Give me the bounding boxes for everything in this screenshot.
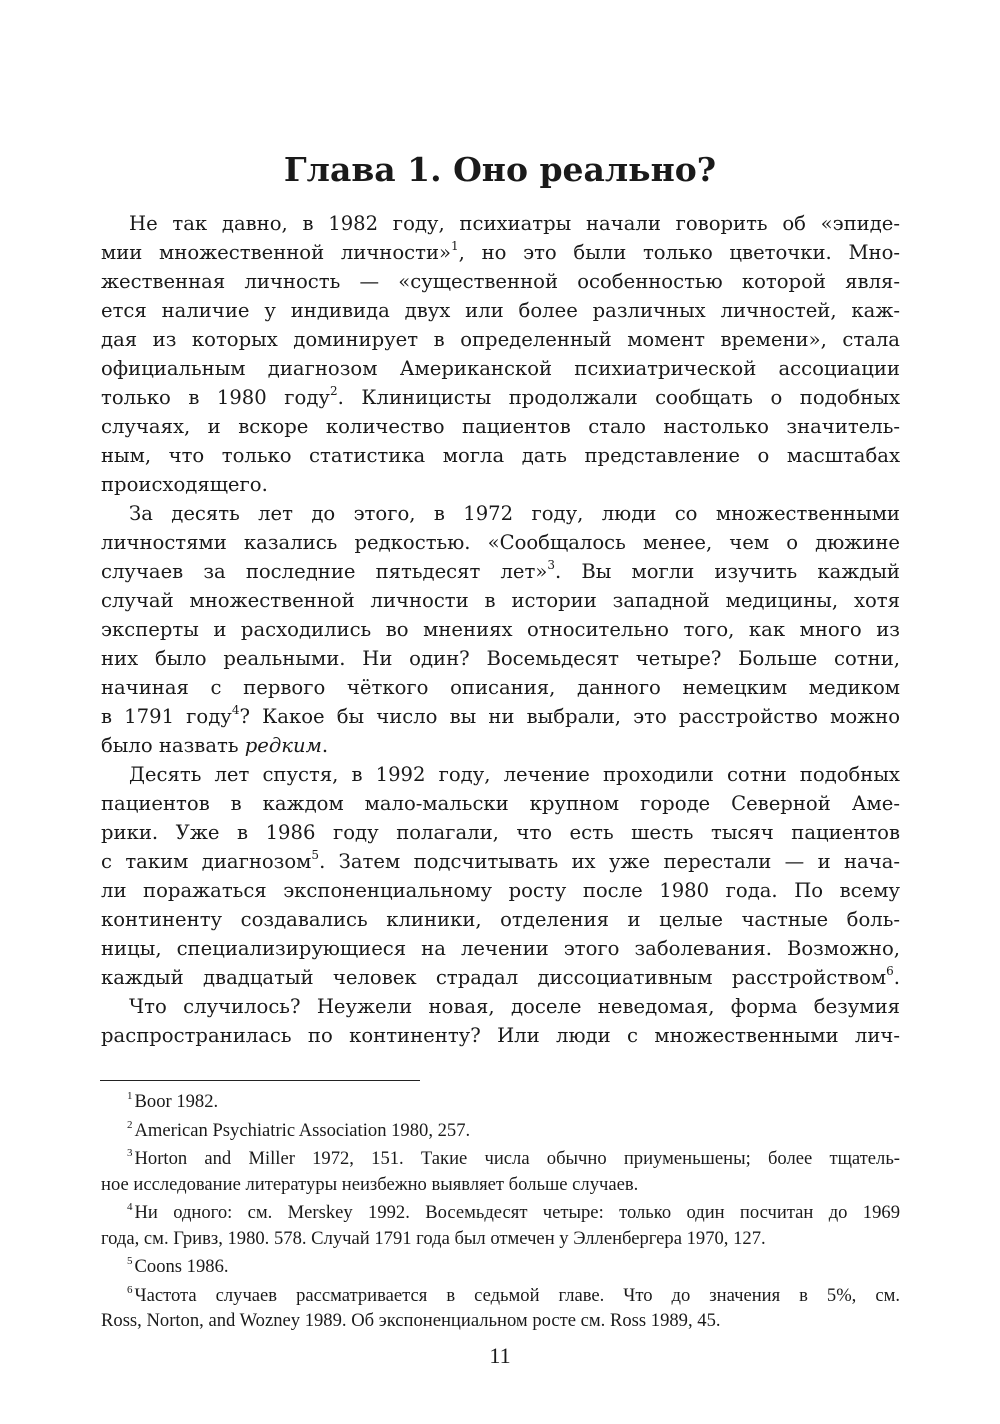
text-segment: было назвать [101,734,245,757]
footnote-line [101,1118,900,1144]
footnote-ref: 4 [231,703,240,717]
text-segment: в 1791 году [101,705,232,728]
footnote-line [101,1226,900,1252]
footnote-text: Частота случаев рассматривается в седьмой главе. Что до значения в 5%, см. [134,1284,900,1306]
text-line [101,731,900,760]
chapter-title: Глава 1. Оно реально? [283,150,717,189]
text-line [101,934,900,963]
footnote-6 [101,1283,900,1334]
text-segment: эксперты и расходились во мнениях относительно того, как много из [101,618,900,641]
text-segment: случаях, и вскоре количество пациентов стало настолько значитель- [101,415,900,438]
text-line [101,586,900,615]
footnote-2 [101,1118,900,1144]
text-line [101,644,900,673]
text-segment: За десять лет до этого, в 1972 году, люди со множественными [129,502,900,525]
page-number: 11 [489,1343,511,1368]
text-segment: ным, что только статистика могла дать представление о масштабах [101,444,900,467]
footnote-ref: 2 [329,384,338,398]
text-segment: Что случилось? Неужели новая, доселе неведомая, форма безумия [129,995,900,1018]
footnote-line [101,1254,900,1280]
text-segment: каждый двадцатый человек страдал диссоциативным расстройством [101,966,887,989]
text-segment: . [893,966,900,989]
text-line [101,905,900,934]
text-line [101,209,900,238]
text-line [101,789,900,818]
text-segment: , но это были только цветочки. Мно- [458,241,900,264]
text-line [101,296,900,325]
footnote-4 [101,1200,900,1251]
text-line [101,847,900,876]
text-segment: . Вы могли изучить каждый [555,560,900,583]
text-segment: официальным диагнозом Американской психиатрической ассоциации [101,357,900,380]
footnote-number: 4 [127,1201,133,1213]
text-segment: Десять лет спустя, в 1992 году, лечение проходили сотни подобных [129,763,900,786]
text-segment: только в 1980 году [101,386,330,409]
footnote-line [101,1200,900,1226]
footnote-number: 1 [127,1090,133,1102]
text-line [101,557,900,586]
text-segment: ли поражаться экспоненциальному росту после 1980 года. По всему [101,879,900,902]
text-segment: мии множественной личности» [101,241,452,264]
footnote-line [101,1283,900,1309]
text-segment: ? Какое бы число вы ни выбрали, это расстройство можно [239,705,900,728]
footnote-text: Ross, Norton, and Wozney 1989. Об экспоненциальном росте см. Ross 1989, 45. [101,1310,721,1331]
footnote-number: 3 [127,1147,133,1159]
footnote-text: American Psychiatric Association 1980, 257. [134,1119,471,1141]
footnote-text: ное исследование литературы неизбежно выявляет больше случаев. [101,1173,639,1195]
text-line [101,267,900,296]
footnote-ref: 5 [311,848,320,862]
footnote-line [101,1308,900,1334]
emphasis: редким [244,734,322,757]
text-line [101,876,900,905]
text-segment: Не так давно, в 1982 году, психиатры начали говорить об «эпиде- [129,212,900,235]
text-segment: ется наличие у индивида двух или более различных личностей, каж- [101,299,900,322]
text-line [101,818,900,847]
text-line [101,441,900,470]
text-line [101,383,900,412]
footnotes [101,1089,900,1337]
footnote-line [101,1146,900,1172]
text-segment: с таким диагнозом [101,850,312,873]
text-segment: случаев за последние пятьдесят лет» [101,560,548,583]
text-segment: континенту создавались клиники, отделения и целые частные боль- [101,908,900,931]
text-segment: происходящего. [101,473,268,496]
footnote-divider [100,1080,420,1081]
footnote-text: Boor 1982. [134,1091,219,1112]
text-line [101,238,900,267]
text-segment: них было реальными. Ни один? Восемьдесят четыре? Больше сотни, [101,647,900,670]
text-line [101,760,900,789]
footnote-line [101,1089,900,1115]
footnote-line [101,1172,900,1198]
text-segment: случай множественной личности в истории западной медицины, хотя [101,589,900,612]
text-line [101,1021,900,1050]
footnote-text: Coons 1986. [134,1256,229,1277]
text-segment: . Затем подсчитывать их уже перестали — и нача- [319,850,900,873]
footnote-text: Ни одного: см. Merskey 1992. Восемьдесят четыре: только один посчитан до 1969 [134,1202,900,1223]
text-line [101,412,900,441]
text-segment: рики. Уже в 1986 году полагали, что есть шесть тысяч пациентов [101,821,900,844]
text-line [101,528,900,557]
footnote-ref: 3 [547,558,555,572]
text-segment: личностями казались редкостью. «Сообщалось менее, чем о дюжине [101,531,900,554]
text-line [101,963,900,992]
text-segment: . Клиницисты продолжали сообщать о подобных [337,386,900,409]
text-segment: дая из которых доминирует в определенный момент времени», стала [101,328,900,351]
text-line [101,325,900,354]
text-line [101,992,900,1021]
body-text [101,209,900,1050]
text-line [101,470,900,499]
footnote-ref: 6 [886,964,894,978]
text-segment: начиная с первого чёткого описания, данного немецким медиком [101,676,900,699]
text-segment: распространилась по континенту? Или люди с множественными лич- [101,1024,900,1047]
text-line [101,673,900,702]
text-segment: . [321,734,329,757]
footnote-3 [101,1146,900,1197]
text-line [101,354,900,383]
text-segment: пациентов в каждом мало-мальски крупном городе Северной Аме- [101,792,900,815]
text-line [101,702,900,731]
footnote-1 [101,1089,900,1115]
footnote-number: 2 [127,1118,133,1131]
footnote-ref: 1 [451,239,459,253]
footnote-text: года, см. Гривз, 1980. 578. Случай 1791 года был отмечен у Элленбергера 1970, 127. [101,1227,766,1249]
footnote-text: Horton and Miller 1972, 151. Такие числа обычно приуменьшены; более тщатель- [134,1148,900,1169]
text-line [101,615,900,644]
footnote-number: 6 [127,1283,133,1296]
text-segment: ницы, специализирующиеся на лечении этого заболевания. Возможно, [101,937,900,960]
text-segment: жественная личность — «существенной особенностью которой явля- [101,270,900,293]
text-line [101,499,900,528]
footnote-number: 5 [127,1255,133,1267]
footnote-5 [101,1254,900,1280]
